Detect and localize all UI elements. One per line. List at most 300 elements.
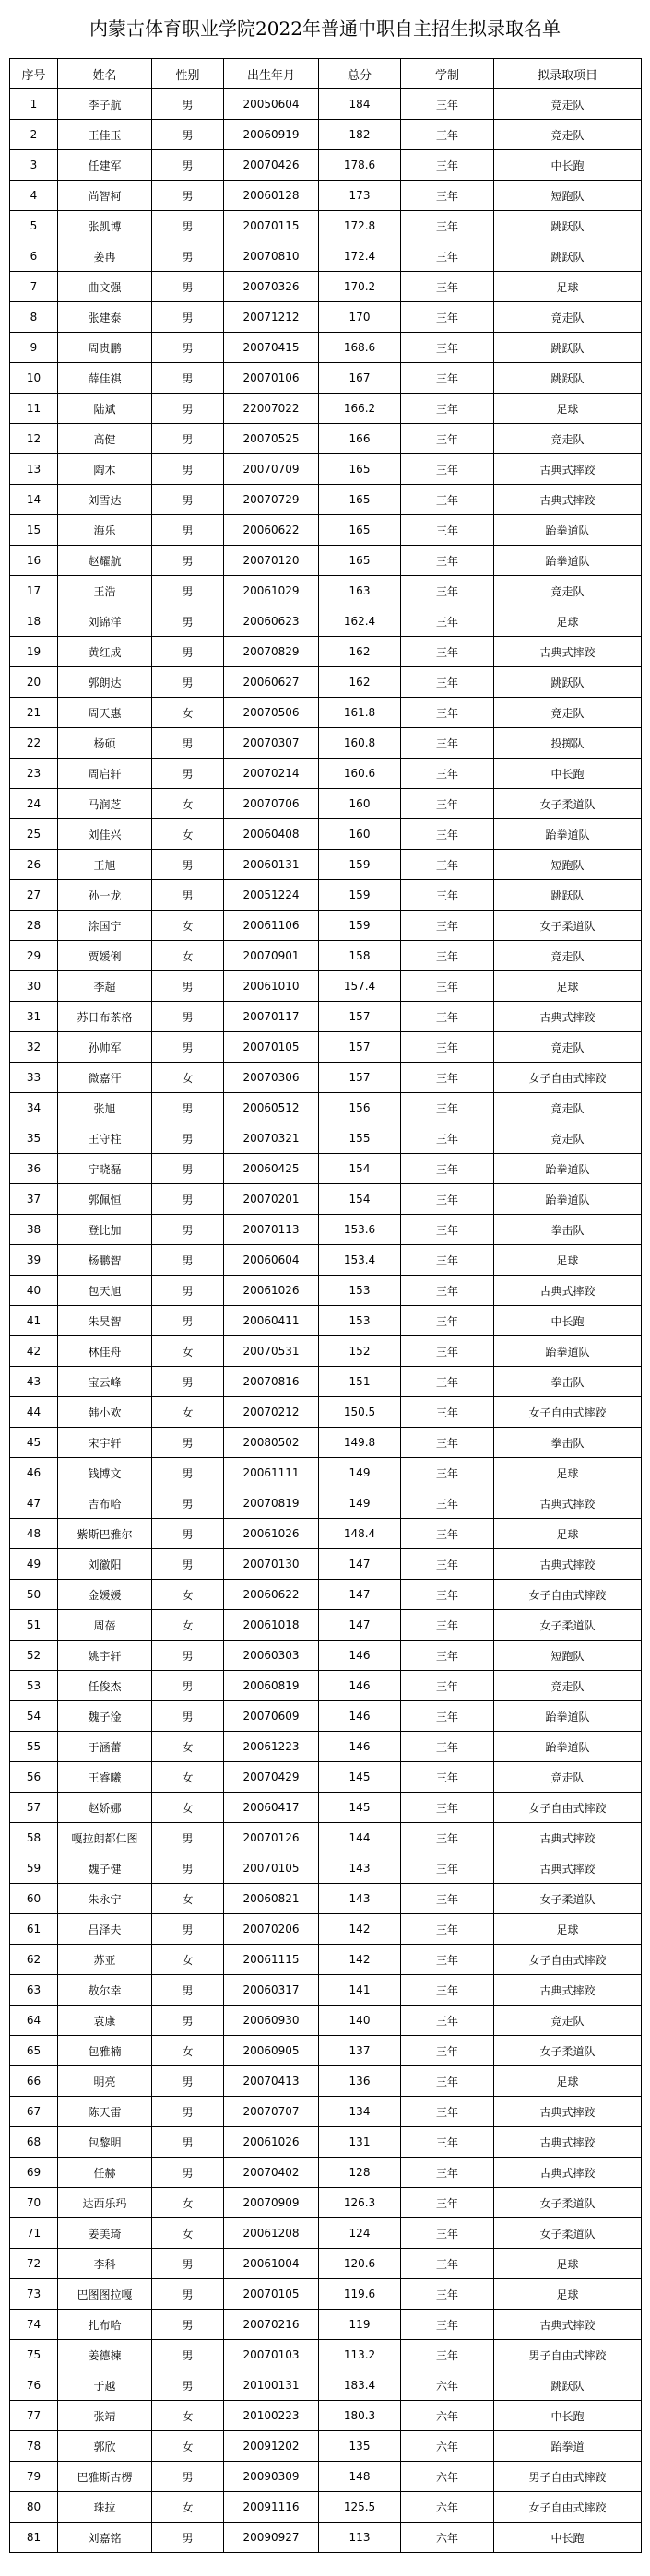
table-row — [10, 2431, 642, 2462]
cell-program: 女子柔道队 — [494, 911, 642, 941]
table-row — [10, 576, 642, 606]
table-row — [10, 1945, 642, 1975]
cell-score: 162.4 — [319, 606, 401, 637]
cell-birth: 20061018 — [224, 1610, 319, 1641]
table-row — [10, 637, 642, 667]
cell-name: 周蓓 — [58, 1610, 152, 1641]
cell-no: 61 — [10, 1914, 58, 1945]
cell-name: 孙帅军 — [58, 1032, 152, 1063]
cell-no: 81 — [10, 2523, 58, 2553]
cell-birth: 20070126 — [224, 1823, 319, 1853]
cell-duration: 三年 — [401, 637, 494, 667]
cell-birth: 20070706 — [224, 789, 319, 819]
cell-birth: 20060930 — [224, 2006, 319, 2036]
cell-duration: 三年 — [401, 1245, 494, 1276]
cell-name: 敖尔幸 — [58, 1975, 152, 2006]
cell-no: 16 — [10, 546, 58, 576]
cell-gender: 男 — [152, 1549, 224, 1580]
cell-program: 短跑队 — [494, 181, 642, 211]
cell-birth: 20051224 — [224, 880, 319, 911]
cell-duration: 三年 — [401, 1184, 494, 1215]
cell-birth: 20050604 — [224, 89, 319, 120]
cell-duration: 六年 — [401, 2492, 494, 2523]
cell-name: 孙一龙 — [58, 880, 152, 911]
cell-duration: 三年 — [401, 1336, 494, 1367]
cell-score: 157 — [319, 1032, 401, 1063]
table-row — [10, 2097, 642, 2127]
cell-name: 于越 — [58, 2370, 152, 2401]
cell-program: 中长跑 — [494, 759, 642, 789]
cell-score: 153 — [319, 1276, 401, 1306]
table-row — [10, 1154, 642, 1184]
cell-name: 任俊杰 — [58, 1671, 152, 1701]
cell-name: 周启轩 — [58, 759, 152, 789]
cell-name: 曲文强 — [58, 272, 152, 302]
cell-no: 58 — [10, 1823, 58, 1853]
cell-score: 150.5 — [319, 1397, 401, 1428]
cell-gender: 男 — [152, 667, 224, 698]
cell-no: 33 — [10, 1063, 58, 1093]
cell-gender: 男 — [152, 424, 224, 454]
cell-birth: 20070321 — [224, 1123, 319, 1154]
cell-gender: 男 — [152, 2158, 224, 2188]
cell-program: 拳击队 — [494, 1215, 642, 1245]
cell-gender: 女 — [152, 1336, 224, 1367]
cell-name: 李子航 — [58, 89, 152, 120]
cell-program: 古典式摔跤 — [494, 1002, 642, 1032]
cell-duration: 三年 — [401, 1063, 494, 1093]
cell-program: 足球 — [494, 394, 642, 424]
cell-name: 王守柱 — [58, 1123, 152, 1154]
table-row — [10, 1519, 642, 1549]
cell-program: 竞走队 — [494, 1671, 642, 1701]
table-row — [10, 1367, 642, 1397]
cell-no: 41 — [10, 1306, 58, 1336]
cell-duration: 三年 — [401, 241, 494, 272]
cell-gender: 女 — [152, 2188, 224, 2218]
table-row — [10, 272, 642, 302]
cell-gender: 男 — [152, 606, 224, 637]
table-row — [10, 2249, 642, 2279]
cell-duration: 三年 — [401, 1276, 494, 1306]
cell-gender: 男 — [152, 2523, 224, 2553]
table-row — [10, 759, 642, 789]
cell-score: 146 — [319, 1671, 401, 1701]
cell-duration: 三年 — [401, 1580, 494, 1610]
cell-score: 159 — [319, 911, 401, 941]
cell-score: 180.3 — [319, 2401, 401, 2431]
cell-birth: 20060425 — [224, 1154, 319, 1184]
cell-score: 172.8 — [319, 211, 401, 241]
cell-no: 69 — [10, 2158, 58, 2188]
cell-program: 古典式摔跤 — [494, 1823, 642, 1853]
table-row — [10, 1975, 642, 2006]
cell-score: 160 — [319, 819, 401, 850]
cell-duration: 六年 — [401, 2523, 494, 2553]
cell-gender: 女 — [152, 911, 224, 941]
cell-duration: 三年 — [401, 120, 494, 150]
cell-birth: 20070729 — [224, 485, 319, 515]
cell-no: 62 — [10, 1945, 58, 1975]
cell-score: 157 — [319, 1063, 401, 1093]
cell-duration: 六年 — [401, 2401, 494, 2431]
cell-duration: 三年 — [401, 2249, 494, 2279]
cell-duration: 三年 — [401, 1093, 494, 1123]
cell-gender: 女 — [152, 1945, 224, 1975]
cell-name: 刘锦洋 — [58, 606, 152, 637]
cell-name: 达西乐玛 — [58, 2188, 152, 2218]
cell-birth: 20090309 — [224, 2462, 319, 2492]
cell-score: 155 — [319, 1123, 401, 1154]
cell-gender: 男 — [152, 971, 224, 1002]
cell-no: 48 — [10, 1519, 58, 1549]
cell-birth: 20080502 — [224, 1428, 319, 1458]
cell-name: 韩小欢 — [58, 1397, 152, 1428]
cell-gender: 男 — [152, 1184, 224, 1215]
cell-name: 包雅楠 — [58, 2036, 152, 2066]
cell-no: 46 — [10, 1458, 58, 1488]
table-row — [10, 546, 642, 576]
cell-birth: 20100223 — [224, 2401, 319, 2431]
cell-duration: 三年 — [401, 1793, 494, 1823]
table-row — [10, 1793, 642, 1823]
cell-duration: 三年 — [401, 606, 494, 637]
cell-duration: 三年 — [401, 272, 494, 302]
cell-birth: 20070829 — [224, 637, 319, 667]
cell-score: 159 — [319, 850, 401, 880]
cell-score: 153 — [319, 1306, 401, 1336]
cell-birth: 20070609 — [224, 1701, 319, 1732]
table-row — [10, 2401, 642, 2431]
cell-program: 短跑队 — [494, 1641, 642, 1671]
cell-birth: 20071212 — [224, 302, 319, 333]
cell-birth: 20070709 — [224, 454, 319, 485]
cell-birth: 20061026 — [224, 2127, 319, 2158]
cell-no: 72 — [10, 2249, 58, 2279]
cell-gender: 男 — [152, 485, 224, 515]
cell-birth: 20070216 — [224, 2310, 319, 2340]
cell-no: 5 — [10, 211, 58, 241]
cell-name: 微嘉汗 — [58, 1063, 152, 1093]
cell-duration: 三年 — [401, 1884, 494, 1914]
cell-no: 59 — [10, 1853, 58, 1884]
cell-birth: 20061115 — [224, 1945, 319, 1975]
cell-score: 158 — [319, 941, 401, 971]
cell-no: 77 — [10, 2401, 58, 2431]
cell-no: 21 — [10, 698, 58, 728]
cell-program: 古典式摔跤 — [494, 1549, 642, 1580]
cell-score: 128 — [319, 2158, 401, 2188]
cell-program: 足球 — [494, 2066, 642, 2097]
cell-score: 148.4 — [319, 1519, 401, 1549]
cell-program: 古典式摔跤 — [494, 1276, 642, 1306]
cell-name: 宝云峰 — [58, 1367, 152, 1397]
cell-gender: 男 — [152, 546, 224, 576]
cell-birth: 20060411 — [224, 1306, 319, 1336]
cell-gender: 男 — [152, 1367, 224, 1397]
table-row — [10, 1184, 642, 1215]
cell-score: 153.4 — [319, 1245, 401, 1276]
cell-no: 1 — [10, 89, 58, 120]
cell-no: 70 — [10, 2188, 58, 2218]
cell-birth: 20061010 — [224, 971, 319, 1002]
table-row — [10, 1215, 642, 1245]
cell-birth: 20060303 — [224, 1641, 319, 1671]
table-row — [10, 1245, 642, 1276]
table-row — [10, 2310, 642, 2340]
cell-gender: 女 — [152, 1732, 224, 1762]
cell-no: 55 — [10, 1732, 58, 1762]
cell-no: 18 — [10, 606, 58, 637]
cell-name: 涂国宁 — [58, 911, 152, 941]
cell-birth: 20070506 — [224, 698, 319, 728]
cell-name: 扎布哈 — [58, 2310, 152, 2340]
cell-duration: 六年 — [401, 2462, 494, 2492]
cell-duration: 三年 — [401, 850, 494, 880]
cell-score: 136 — [319, 2066, 401, 2097]
table-row — [10, 2340, 642, 2370]
cell-score: 119.6 — [319, 2279, 401, 2310]
column-header-duration: 学制 — [401, 59, 494, 89]
cell-no: 71 — [10, 2218, 58, 2249]
cell-no: 66 — [10, 2066, 58, 2097]
cell-duration: 三年 — [401, 2340, 494, 2370]
cell-gender: 男 — [152, 1002, 224, 1032]
cell-birth: 20070819 — [224, 1488, 319, 1519]
cell-birth: 20091116 — [224, 2492, 319, 2523]
cell-score: 126.3 — [319, 2188, 401, 2218]
cell-score: 156 — [319, 1093, 401, 1123]
table-row — [10, 698, 642, 728]
cell-gender: 男 — [152, 2066, 224, 2097]
cell-birth: 20060131 — [224, 850, 319, 880]
cell-duration: 三年 — [401, 363, 494, 394]
cell-duration: 三年 — [401, 515, 494, 546]
cell-program: 足球 — [494, 1245, 642, 1276]
cell-name: 贾媛俐 — [58, 941, 152, 971]
cell-program: 跆拳道 — [494, 2431, 642, 2462]
cell-duration: 三年 — [401, 911, 494, 941]
table-row — [10, 1762, 642, 1793]
table-row — [10, 1032, 642, 1063]
cell-gender: 男 — [152, 272, 224, 302]
table-row — [10, 485, 642, 515]
cell-gender: 男 — [152, 880, 224, 911]
cell-name: 杨硕 — [58, 728, 152, 759]
cell-birth: 20060622 — [224, 1580, 319, 1610]
cell-name: 金媛媛 — [58, 1580, 152, 1610]
cell-program: 足球 — [494, 272, 642, 302]
cell-program: 足球 — [494, 971, 642, 1002]
cell-gender: 女 — [152, 1793, 224, 1823]
cell-duration: 三年 — [401, 1914, 494, 1945]
cell-duration: 三年 — [401, 1610, 494, 1641]
cell-no: 3 — [10, 150, 58, 181]
cell-score: 135 — [319, 2431, 401, 2462]
cell-birth: 20061111 — [224, 1458, 319, 1488]
cell-gender: 男 — [152, 1519, 224, 1549]
cell-duration: 三年 — [401, 2036, 494, 2066]
cell-no: 9 — [10, 333, 58, 363]
cell-gender: 男 — [152, 2006, 224, 2036]
cell-score: 124 — [319, 2218, 401, 2249]
cell-no: 63 — [10, 1975, 58, 2006]
cell-duration: 三年 — [401, 1732, 494, 1762]
table-row — [10, 1093, 642, 1123]
cell-program: 足球 — [494, 606, 642, 637]
cell-program: 古典式摔跤 — [494, 2127, 642, 2158]
cell-no: 28 — [10, 911, 58, 941]
cell-birth: 20070117 — [224, 1002, 319, 1032]
cell-birth: 20070115 — [224, 211, 319, 241]
cell-score: 134 — [319, 2097, 401, 2127]
cell-score: 147 — [319, 1610, 401, 1641]
cell-score: 143 — [319, 1884, 401, 1914]
cell-no: 65 — [10, 2036, 58, 2066]
cell-duration: 三年 — [401, 89, 494, 120]
cell-no: 45 — [10, 1428, 58, 1458]
cell-score: 113.2 — [319, 2340, 401, 2370]
cell-score: 154 — [319, 1154, 401, 1184]
cell-duration: 三年 — [401, 2066, 494, 2097]
cell-birth: 20070707 — [224, 2097, 319, 2127]
cell-score: 157.4 — [319, 971, 401, 1002]
cell-program: 女子柔道队 — [494, 1884, 642, 1914]
cell-program: 古典式摔跤 — [494, 1975, 642, 2006]
cell-duration: 三年 — [401, 2188, 494, 2218]
cell-name: 马润芝 — [58, 789, 152, 819]
cell-score: 168.6 — [319, 333, 401, 363]
cell-score: 160.8 — [319, 728, 401, 759]
table-row — [10, 2370, 642, 2401]
cell-score: 184 — [319, 89, 401, 120]
cell-no: 57 — [10, 1793, 58, 1823]
cell-program: 竞走队 — [494, 1123, 642, 1154]
cell-no: 38 — [10, 1215, 58, 1245]
cell-no: 15 — [10, 515, 58, 546]
table-row — [10, 728, 642, 759]
table-row — [10, 2523, 642, 2553]
cell-program: 中长跑 — [494, 1306, 642, 1336]
column-header-no: 序号 — [10, 59, 58, 89]
cell-program: 足球 — [494, 1914, 642, 1945]
cell-duration: 三年 — [401, 1367, 494, 1397]
table-row — [10, 1823, 642, 1853]
cell-program: 跆拳道队 — [494, 1701, 642, 1732]
cell-program: 古典式摔跤 — [494, 454, 642, 485]
cell-score: 145 — [319, 1793, 401, 1823]
cell-gender: 男 — [152, 120, 224, 150]
cell-program: 中长跑 — [494, 2523, 642, 2553]
cell-duration: 三年 — [401, 880, 494, 911]
cell-name: 珠拉 — [58, 2492, 152, 2523]
cell-name: 朱永宁 — [58, 1884, 152, 1914]
cell-birth: 20091202 — [224, 2431, 319, 2462]
cell-name: 李超 — [58, 971, 152, 1002]
cell-program: 足球 — [494, 2279, 642, 2310]
cell-no: 75 — [10, 2340, 58, 2370]
cell-program: 足球 — [494, 1519, 642, 1549]
table-row — [10, 1002, 642, 1032]
cell-program: 跆拳道队 — [494, 546, 642, 576]
cell-birth: 20061026 — [224, 1276, 319, 1306]
cell-birth: 20060408 — [224, 819, 319, 850]
cell-birth: 20070106 — [224, 363, 319, 394]
cell-name: 王睿曦 — [58, 1762, 152, 1793]
cell-no: 37 — [10, 1184, 58, 1215]
cell-no: 4 — [10, 181, 58, 211]
admission-table — [9, 58, 642, 2553]
table-row — [10, 941, 642, 971]
document-title: 内蒙古体育职业学院2022年普通中职自主招生拟录取名单 — [89, 18, 561, 40]
cell-name: 陈天雷 — [58, 2097, 152, 2127]
cell-program: 跳跃队 — [494, 667, 642, 698]
cell-no: 40 — [10, 1276, 58, 1306]
table-row — [10, 1641, 642, 1671]
cell-birth: 20070525 — [224, 424, 319, 454]
table-row — [10, 181, 642, 211]
cell-no: 11 — [10, 394, 58, 424]
cell-no: 6 — [10, 241, 58, 272]
cell-gender: 男 — [152, 1093, 224, 1123]
cell-name: 王旭 — [58, 850, 152, 880]
cell-no: 25 — [10, 819, 58, 850]
cell-name: 高健 — [58, 424, 152, 454]
cell-duration: 三年 — [401, 1519, 494, 1549]
cell-no: 19 — [10, 637, 58, 667]
cell-no: 64 — [10, 2006, 58, 2036]
cell-gender: 男 — [152, 1458, 224, 1488]
cell-name: 任赫 — [58, 2158, 152, 2188]
cell-score: 147 — [319, 1549, 401, 1580]
cell-birth: 20070426 — [224, 150, 319, 181]
cell-birth: 20061106 — [224, 911, 319, 941]
cell-name: 苏亚 — [58, 1945, 152, 1975]
cell-birth: 20060623 — [224, 606, 319, 637]
cell-no: 7 — [10, 272, 58, 302]
cell-program: 中长跑 — [494, 150, 642, 181]
cell-score: 157 — [319, 1002, 401, 1032]
cell-no: 74 — [10, 2310, 58, 2340]
cell-program: 跆拳道队 — [494, 1732, 642, 1762]
cell-program: 竞走队 — [494, 89, 642, 120]
cell-score: 154 — [319, 1184, 401, 1215]
cell-birth: 20070415 — [224, 333, 319, 363]
cell-no: 53 — [10, 1671, 58, 1701]
cell-gender: 男 — [152, 333, 224, 363]
cell-birth: 20070201 — [224, 1184, 319, 1215]
table-row — [10, 1853, 642, 1884]
cell-program: 古典式摔跤 — [494, 2097, 642, 2127]
cell-birth: 20070901 — [224, 941, 319, 971]
cell-gender: 女 — [152, 1397, 224, 1428]
cell-gender: 女 — [152, 1762, 224, 1793]
cell-name: 赵耀航 — [58, 546, 152, 576]
cell-birth: 20070810 — [224, 241, 319, 272]
table-row — [10, 1123, 642, 1154]
cell-score: 160.6 — [319, 759, 401, 789]
cell-duration: 三年 — [401, 789, 494, 819]
cell-score: 144 — [319, 1823, 401, 1853]
column-header-score: 总分 — [319, 59, 401, 89]
cell-score: 167 — [319, 363, 401, 394]
cell-no: 29 — [10, 941, 58, 971]
cell-program: 竞走队 — [494, 698, 642, 728]
cell-gender: 男 — [152, 1276, 224, 1306]
cell-name: 陆斌 — [58, 394, 152, 424]
cell-program: 足球 — [494, 2249, 642, 2279]
cell-score: 152 — [319, 1336, 401, 1367]
